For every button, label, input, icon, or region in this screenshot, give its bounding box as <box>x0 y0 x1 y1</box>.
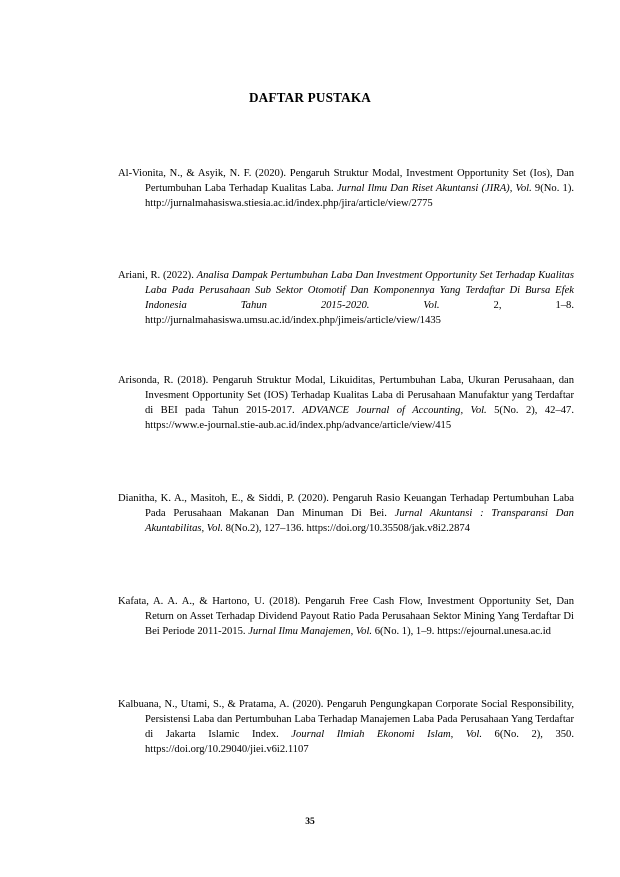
reference-details: 5(No. 2), 42–47. https://www.e-journal.stie-aub.ac.id/index.php/advance/article/view/415 <box>145 405 574 431</box>
reference-journal: Journal Ilmiah Ekonomi Islam, Vol. <box>291 729 482 740</box>
reference-text: Ariani, R. (2022). <box>118 270 194 281</box>
reference-entry <box>118 166 574 211</box>
reference-text: Kafata, A. A. A., & Hartono, U. (2018). Pengaruh Free Cash Flow, Investment Opportunity Set, Dan Return on Asset Terhadap Dividend Payout Ratio Pada Perusahaan Sektor Mining Yang Terdaftar Di Bei Periode 2011-2015. <box>118 596 574 637</box>
reference-entry <box>118 268 574 328</box>
reference-journal: Jurnal Ilmu Dan Riset Akuntansi (JIRA), Vol. <box>336 183 532 194</box>
reference-entry <box>118 697 574 757</box>
reference-entry <box>118 594 574 639</box>
reference-details: 6(No. 1), 1–9. https://ejournal.unesa.ac.id <box>374 626 551 637</box>
reference-entry <box>118 373 574 433</box>
reference-details: 6(No. 2), 350. https://doi.org/10.29040/jiei.v6i2.1107 <box>145 729 574 755</box>
page-title: DAFTAR PUSTAKA <box>248 90 372 105</box>
reference-details: 8(No.2), 127–136. https://doi.org/10.35508/jak.v8i2.2874 <box>225 523 470 534</box>
reference-journal: Analisa Dampak Pertumbuhan Laba Dan Investment Opportunity Set Terhadap Kualitas Laba Pada Perusahaan Sub Sektor Otomotif Dan Komponennya Yang Terdaftar Di Bursa Efek Indonesia Tahun 2015-2020. Vol. <box>145 270 574 311</box>
reference-journal: Jurnal Ilmu Manajemen, Vol. <box>248 626 373 637</box>
reference-details: 9(No. 1). http://jurnalmahasiswa.stiesia.ac.id/index.php/jira/article/view/2775 <box>145 183 575 209</box>
reference-text: Al-Vionita, N., & Asyik, N. F. (2020). Pengaruh Struktur Modal, Investment Opportunity Set (Ios), Dan Pertumbuhan Laba Terhadap Kualitas Laba. <box>118 168 574 194</box>
reference-text: Arisonda, R. (2018). Pengaruh Struktur Modal, Likuiditas, Pertumbuhan Laba, Ukuran Perusahaan, dan Invesment Opportunity Set (IOS) Terhadap Kualitas Laba di Perusahaan Manufaktur yang Terdaftar di BEI pada Tahun 2015-2017. <box>118 375 574 416</box>
reference-journal: ADVANCE Journal of Accounting, Vol. <box>302 405 487 416</box>
reference-entry <box>118 491 574 536</box>
reference-journal: Jurnal Akuntansi : Transparansi Dan Akuntabilitas, Vol. <box>145 508 574 534</box>
reference-text: Kalbuana, N., Utami, S., & Pratama, A. (2020). Pengaruh Pengungkapan Corporate Social Responsibility, Persistensi Laba dan Pertumbuhan Laba Terhadap Manajemen Laba Pada Perusahaan Yang Terdaftar di Jakarta Islamic Index. <box>118 699 574 740</box>
reference-text: Dianitha, K. A., Masitoh, E., & Siddi, P. (2020). Pengaruh Rasio Keuangan Terhadap Pertumbuhan Laba Pada Perusahaan Makanan Dan Minuman Di Bei. <box>118 493 574 519</box>
page-number: 35 <box>305 817 315 827</box>
reference-details: 2, 1–8. http://jurnalmahasiswa.umsu.ac.id/index.php/jimeis/article/view/1435 <box>145 300 574 326</box>
